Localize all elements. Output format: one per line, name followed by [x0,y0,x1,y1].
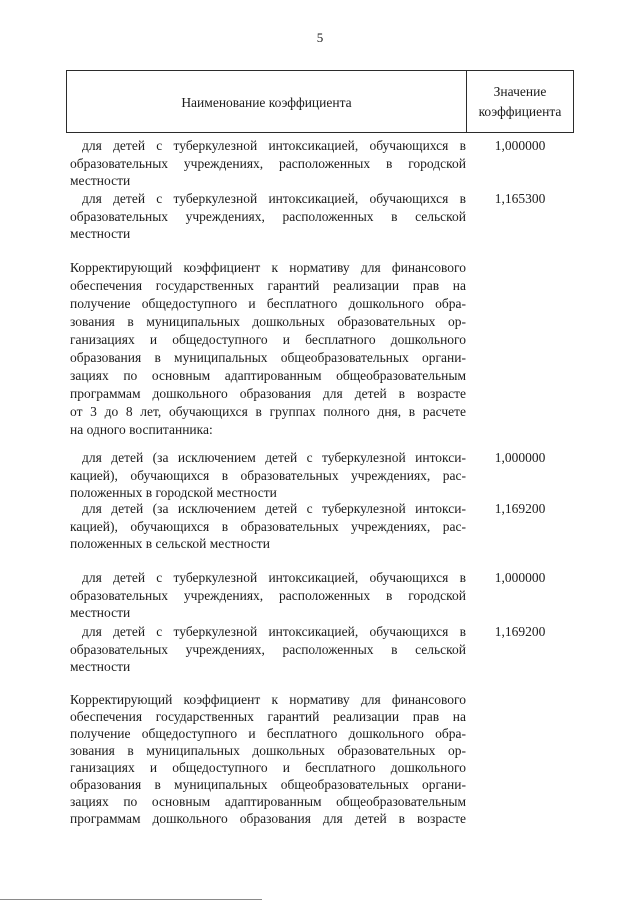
text-line: образовательных учреждениях, расположенных в сельской [70,208,466,224]
coefficient-value: 1,169200 [494,501,546,516]
text-line: образовательных учреждениях, расположенных в городской [70,587,466,603]
text-line: для детей (за исключением детей с туберкулезной интокси- [82,450,466,465]
text-line: образовательных учреждениях, расположенных в сельской [70,641,466,657]
coefficient-row-label [70,569,466,622]
text-line: образования в муниципальных общеобразовательных органи- [70,777,466,792]
text-line: программам дошкольного образования для детей в возрасте [70,386,466,401]
table-header [66,70,574,133]
page-number: 5 [316,30,324,45]
text-line: местности [70,659,131,674]
text-line: для детей с туберкулезной интоксикацией, обучающихся в [82,624,466,639]
text-line: получение общедоступного и бесплатного дошкольного обра- [70,296,466,311]
coefficient-row-label [70,449,466,502]
coefficient-row-label [70,137,466,190]
text-line: зациях по основным адаптированным общеобразовательным [70,794,466,809]
text-line: ганизациях и общедоступного и бесплатного дошкольного [70,332,466,347]
text-line: обеспечения государственных гарантий реализации прав на [70,709,466,724]
text-line: образовательных учреждениях, расположенных в городской [70,155,466,171]
column-header-name: Наименование коэффициента [181,94,352,110]
text-line: Корректирующий коэффициент к нормативу для финансового [70,692,466,707]
coefficient-row-label [70,190,466,243]
coefficient-value: 1,000000 [494,450,546,465]
text-line: кацией), обучающихся в образовательных учреждениях, рас- [70,518,466,534]
coefficient-value: 1,000000 [494,138,546,153]
text-line: для детей с туберкулезной интоксикацией, обучающихся в [82,138,466,153]
text-line: зования в муниципальных дошкольных образовательных ор- [70,743,466,758]
text-line: местности [70,173,131,188]
section-paragraph [70,691,466,827]
coefficient-value: 1,000000 [494,570,546,585]
text-line: кацией), обучающихся в образовательных учреждениях, рас- [70,467,466,483]
coefficient-row-label [70,623,466,676]
coefficient-row-label [70,500,466,553]
text-line: для детей (за исключением детей с туберкулезной интокси- [82,501,466,516]
text-line: обеспечения государственных гарантий реализации прав на [70,278,466,293]
text-line: на одного воспитанника: [70,422,213,437]
text-line: местности [70,605,131,620]
text-line: положенных в городской местности [70,485,277,500]
text-line: получение общедоступного и бесплатного дошкольного обра- [70,726,466,741]
scan-edge-line [0,899,262,900]
column-header-value [467,71,573,132]
coefficient-value: 1,169200 [494,624,546,639]
text-line: от 3 до 8 лет, обучающихся в группах полного дня, в расчете [70,404,466,419]
text-line: для детей с туберкулезной интоксикацией, обучающихся в [82,570,466,585]
column-header-value-line: коэффициента [478,103,562,119]
text-line: образования в муниципальных общеобразовательных органи- [70,350,466,365]
text-line: местности [70,226,131,241]
text-line: программам дошкольного образования для детей в возрасте [70,811,466,826]
coefficient-value: 1,165300 [494,191,546,206]
text-line: ганизациях и общедоступного и бесплатного дошкольного [70,760,466,775]
text-line: положенных в сельской местности [70,536,270,551]
text-line: зования в муниципальных дошкольных образовательных ор- [70,314,466,329]
text-line: зациях по основным адаптированным общеобразовательным [70,368,466,383]
text-line: Корректирующий коэффициент к нормативу для финансового [70,260,466,275]
section-paragraph [70,259,466,439]
text-line: для детей с туберкулезной интоксикацией, обучающихся в [82,191,466,206]
column-header-value-line: Значение [493,83,547,99]
